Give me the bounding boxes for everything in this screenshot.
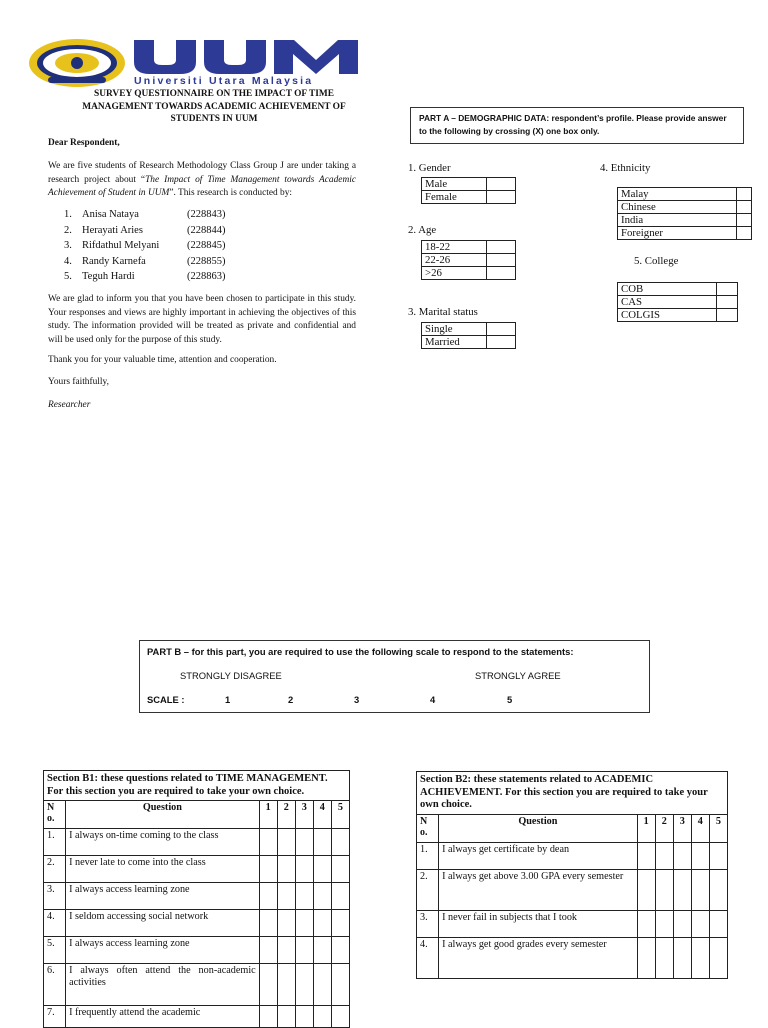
scale-header: 1 <box>637 814 655 842</box>
question-text: I always on-time coming to the class <box>66 829 260 856</box>
answer-cell[interactable] <box>259 910 277 937</box>
section-b1-table <box>43 770 350 1028</box>
college-cas-checkbox[interactable] <box>717 296 738 309</box>
member-id: (228863) <box>187 271 226 283</box>
answer-cell[interactable] <box>259 856 277 883</box>
answer-cell[interactable] <box>691 869 709 910</box>
ethnicity-options <box>617 187 752 240</box>
participation-paragraph: We are glad to inform you that you have been chosen to participate in this study. Your responses and views are highly important in achieving the objectives of this study. The information provided will be treated as private and confidential and will be used only for the purpose of this study. <box>48 294 356 345</box>
answer-cell[interactable] <box>295 1006 313 1028</box>
scale-value: 1 <box>225 694 231 705</box>
answer-cell[interactable] <box>691 937 709 978</box>
answer-cell[interactable] <box>313 1006 331 1028</box>
table-row <box>417 869 728 910</box>
intro-end: ”. This research is conducted by: <box>169 188 293 198</box>
table-row <box>44 937 350 964</box>
marital-label: 3. Marital status <box>408 306 478 318</box>
gender-label: 1. Gender <box>408 162 451 174</box>
section-b1-heading: Section B1: these questions related to TIME MANAGEMENT. For this section you are required to take your own choice. <box>44 771 350 801</box>
answer-cell[interactable] <box>313 937 331 964</box>
marital-options <box>421 322 516 349</box>
row-number: 6. <box>44 964 66 1006</box>
row-number: 4. <box>44 910 66 937</box>
uum-brand <box>134 40 358 87</box>
college-cob-checkbox[interactable] <box>717 283 738 296</box>
member-number: 5. <box>64 271 72 283</box>
option-label: Chinese <box>618 201 737 214</box>
row-number: 2. <box>44 856 66 883</box>
answer-cell[interactable] <box>655 869 673 910</box>
question-text: I never late to come into the class <box>66 856 260 883</box>
ethnicity-malay-checkbox[interactable] <box>737 188 752 201</box>
answer-cell[interactable] <box>313 856 331 883</box>
age-over-26-checkbox[interactable] <box>487 267 516 280</box>
table-row <box>44 1006 350 1028</box>
scale-header: 2 <box>277 801 295 829</box>
closing-line: Yours faithfully, <box>48 377 109 387</box>
ethnicity-foreigner-checkbox[interactable] <box>737 227 752 240</box>
col-no-header: N o. <box>417 814 439 842</box>
answer-cell[interactable] <box>691 910 709 937</box>
project-title: The Impact of Time Management towards Academic Achievement of Student in UUM <box>48 174 356 198</box>
option-label: >26 <box>422 267 487 280</box>
row-number: 4. <box>417 937 439 978</box>
part-b-box <box>139 640 650 713</box>
gender-options <box>421 177 516 204</box>
answer-cell[interactable] <box>277 910 295 937</box>
uum-wordmark <box>134 40 358 74</box>
college-label: 5. College <box>634 255 679 267</box>
member-number: 3. <box>64 240 72 252</box>
member-id: (228843) <box>187 209 226 220</box>
answer-cell[interactable] <box>295 829 313 856</box>
section-b2-heading: Section B2: these statements related to ACADEMIC ACHIEVEMENT. For this section you are required to take your own choice. <box>417 772 728 815</box>
member-list <box>64 207 226 285</box>
answer-cell[interactable] <box>709 910 727 937</box>
answer-cell[interactable] <box>709 842 727 869</box>
answer-cell[interactable] <box>259 829 277 856</box>
ethnicity-india-checkbox[interactable] <box>737 214 752 227</box>
row-number: 7. <box>44 1006 66 1028</box>
row-number: 3. <box>417 910 439 937</box>
member-number: 1. <box>64 209 72 220</box>
scale-header: 4 <box>313 801 331 829</box>
uum-subtitle: Universiti Utara Malaysia <box>134 75 314 87</box>
col-no-header: N o. <box>44 801 66 829</box>
scale-header: 5 <box>331 801 349 829</box>
row-number: 1. <box>44 829 66 856</box>
college-options <box>617 282 738 322</box>
survey-title <box>54 88 374 126</box>
scale-value: 3 <box>354 694 360 705</box>
answer-cell[interactable] <box>277 829 295 856</box>
member-item <box>64 238 226 254</box>
answer-cell[interactable] <box>331 883 349 910</box>
title-line-2: MANAGEMENT TOWARDS ACADEMIC ACHIEVEMENT OF <box>82 101 346 112</box>
scale-header: 4 <box>691 814 709 842</box>
answer-cell[interactable] <box>259 1006 277 1028</box>
answer-cell[interactable] <box>295 856 313 883</box>
option-label: 22-26 <box>422 254 487 267</box>
table-row <box>417 937 728 978</box>
table-row <box>44 910 350 937</box>
scale-header: 3 <box>673 814 691 842</box>
member-name: Herayati Aries <box>82 224 143 236</box>
answer-cell[interactable] <box>673 842 691 869</box>
ethnicity-chinese-checkbox[interactable] <box>737 201 752 214</box>
title-line-3: STUDENTS IN UUM <box>170 114 258 125</box>
question-text: I always get certificate by dean <box>439 842 638 869</box>
option-label: COB <box>618 283 717 296</box>
section-b2-table <box>416 771 728 979</box>
scale-value: 5 <box>507 694 513 705</box>
member-name: Teguh Hardi <box>82 271 135 283</box>
answer-cell[interactable] <box>331 1006 349 1028</box>
marital-single-checkbox[interactable] <box>487 323 516 336</box>
answer-cell[interactable] <box>691 842 709 869</box>
answer-cell[interactable] <box>295 937 313 964</box>
answer-cell[interactable] <box>313 829 331 856</box>
strongly-agree-label: STRONGLY AGREE <box>475 670 561 681</box>
member-item <box>64 223 226 239</box>
answer-cell[interactable] <box>259 964 277 1006</box>
answer-cell[interactable] <box>313 910 331 937</box>
member-id: (228855) <box>187 255 226 267</box>
member-name: Rifdathul Melyani <box>82 240 160 252</box>
answer-cell[interactable] <box>277 964 295 1006</box>
answer-cell[interactable] <box>673 937 691 978</box>
option-label: COLGIS <box>618 309 717 322</box>
gender-female-checkbox[interactable] <box>487 191 516 204</box>
member-name: Randy Karnefa <box>82 255 146 267</box>
answer-cell[interactable] <box>709 869 727 910</box>
option-label: Single <box>422 323 487 336</box>
answer-cell[interactable] <box>637 842 655 869</box>
signature: Researcher <box>48 400 91 410</box>
question-text: I always get above 3.00 GPA every semester <box>439 869 638 910</box>
option-label: 18-22 <box>422 241 487 254</box>
row-number: 2. <box>417 869 439 910</box>
option-label: India <box>618 214 737 227</box>
option-label: Male <box>422 178 487 191</box>
scale-label: SCALE : <box>147 694 185 705</box>
table-row <box>44 829 350 856</box>
part-b-heading: PART B – for this part, you are required to use the following scale to respond to the statements: <box>147 646 574 657</box>
answer-cell[interactable] <box>637 910 655 937</box>
question-text: I never fail in subjects that I took <box>439 910 638 937</box>
col-question-header: Question <box>66 801 260 829</box>
answer-cell[interactable] <box>331 829 349 856</box>
intro-paragraph <box>48 160 356 201</box>
age-options <box>421 240 516 280</box>
answer-cell[interactable] <box>277 883 295 910</box>
question-text: I seldom accessing social network <box>66 910 260 937</box>
question-text: I always access learning zone <box>66 883 260 910</box>
member-item <box>64 254 226 270</box>
answer-cell[interactable] <box>637 937 655 978</box>
answer-cell[interactable] <box>709 937 727 978</box>
answer-cell[interactable] <box>277 937 295 964</box>
table-row <box>44 883 350 910</box>
gender-male-checkbox[interactable] <box>487 178 516 191</box>
answer-cell[interactable] <box>313 964 331 1006</box>
scale-header: 5 <box>709 814 727 842</box>
answer-cell[interactable] <box>331 937 349 964</box>
marital-married-checkbox[interactable] <box>487 336 516 349</box>
answer-cell[interactable] <box>331 964 349 1006</box>
member-id: (228845) <box>187 240 226 252</box>
col-question-header: Question <box>439 814 638 842</box>
answer-cell[interactable] <box>655 842 673 869</box>
answer-cell[interactable] <box>259 937 277 964</box>
row-number: 1. <box>417 842 439 869</box>
table-row <box>417 842 728 869</box>
answer-cell[interactable] <box>655 937 673 978</box>
college-colgis-checkbox[interactable] <box>717 309 738 322</box>
ethnicity-label: 4. Ethnicity <box>600 162 651 174</box>
row-number: 3. <box>44 883 66 910</box>
question-text: I always access learning zone <box>66 937 260 964</box>
option-label: Female <box>422 191 487 204</box>
answer-cell[interactable] <box>295 964 313 1006</box>
answer-cell[interactable] <box>259 883 277 910</box>
strongly-disagree-label: STRONGLY DISAGREE <box>180 670 282 681</box>
member-name: Anisa Nataya <box>82 209 139 220</box>
scale-header: 3 <box>295 801 313 829</box>
question-text: I frequently attend the academic <box>66 1006 260 1028</box>
answer-cell[interactable] <box>277 856 295 883</box>
scale-header: 2 <box>655 814 673 842</box>
scale-header: 1 <box>259 801 277 829</box>
member-item <box>64 269 226 285</box>
answer-cell[interactable] <box>313 883 331 910</box>
member-id: (228844) <box>187 224 226 236</box>
answer-cell[interactable] <box>673 910 691 937</box>
option-label: CAS <box>618 296 717 309</box>
title-line-1: SURVEY QUESTIONNAIRE ON THE IMPACT OF TIME <box>94 89 334 99</box>
part-a-heading: PART A – DEMOGRAPHIC DATA: respondent’s profile. Please provide answer to the following by crossing (X) one box only. <box>410 107 744 144</box>
table-row <box>44 964 350 1006</box>
answer-cell[interactable] <box>331 856 349 883</box>
thanks-line: Thank you for your valuable time, attention and cooperation. <box>48 355 277 365</box>
question-text: I always often attend the non-academic activities <box>66 964 260 1006</box>
age-label: 2. Age <box>408 224 437 236</box>
age-22-26-checkbox[interactable] <box>487 254 516 267</box>
table-row <box>44 856 350 883</box>
answer-cell[interactable] <box>331 910 349 937</box>
answer-cell[interactable] <box>295 883 313 910</box>
option-label: Foreigner <box>618 227 737 240</box>
scale-value: 2 <box>288 694 294 705</box>
option-label: Married <box>422 336 487 349</box>
salutation: Dear Respondent, <box>48 138 120 148</box>
scale-value: 4 <box>430 694 436 705</box>
answer-cell[interactable] <box>637 869 655 910</box>
intro-start: We are five students of Research Methodology Class Group J are under taking a research project about “ <box>48 161 356 185</box>
uum-seal-logo <box>28 38 126 88</box>
age-18-22-checkbox[interactable] <box>487 241 516 254</box>
question-text: I always get good grades every semester <box>439 937 638 978</box>
member-number: 2. <box>64 224 72 236</box>
member-number: 4. <box>64 255 72 267</box>
member-item <box>64 207 226 223</box>
answer-cell[interactable] <box>277 1006 295 1028</box>
option-label: Malay <box>618 188 737 201</box>
table-row <box>417 910 728 937</box>
answer-cell[interactable] <box>673 869 691 910</box>
answer-cell[interactable] <box>655 910 673 937</box>
row-number: 5. <box>44 937 66 964</box>
answer-cell[interactable] <box>295 910 313 937</box>
